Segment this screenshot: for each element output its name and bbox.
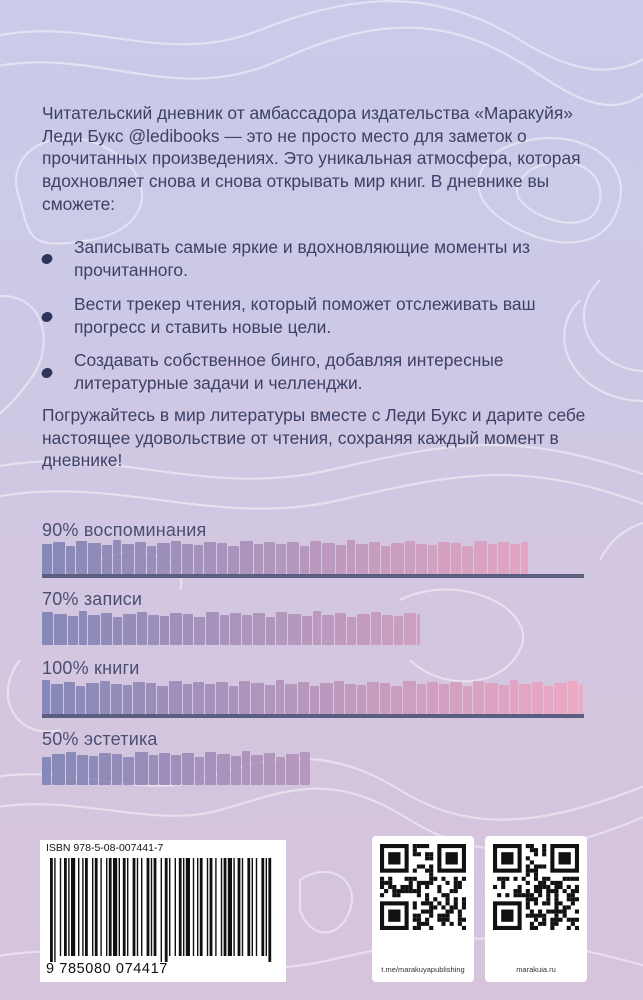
book-spine bbox=[450, 682, 462, 714]
book-spine bbox=[427, 682, 438, 714]
book-spine bbox=[137, 612, 147, 645]
book-spine bbox=[228, 546, 239, 574]
bullet-dot-icon bbox=[40, 310, 54, 324]
book-spine bbox=[322, 543, 335, 574]
book-spine bbox=[313, 611, 321, 645]
book-spine bbox=[194, 545, 203, 574]
book-spine bbox=[102, 545, 112, 574]
book-spine bbox=[391, 686, 402, 714]
book-spine bbox=[183, 684, 192, 714]
book-spine bbox=[276, 680, 284, 714]
book-spine bbox=[488, 544, 497, 574]
book-spine bbox=[113, 540, 121, 574]
book-spine bbox=[254, 544, 263, 574]
isbn-label: ISBN 978-5-08-007441-7 bbox=[46, 842, 164, 854]
book-spine bbox=[122, 544, 134, 574]
book-spine bbox=[123, 614, 136, 645]
book-spine bbox=[265, 685, 275, 714]
book-spine bbox=[276, 544, 286, 574]
qr-code-icon bbox=[493, 844, 579, 930]
book-spine bbox=[391, 543, 404, 574]
book-spine bbox=[438, 542, 450, 574]
book-spine bbox=[148, 615, 159, 645]
book-spine bbox=[66, 546, 75, 574]
book-spine bbox=[310, 541, 321, 574]
book-spine bbox=[510, 680, 518, 714]
book-spine bbox=[68, 616, 78, 645]
book-spine bbox=[266, 617, 275, 645]
book-spine bbox=[417, 614, 420, 645]
book-spine bbox=[42, 680, 50, 714]
book-spine bbox=[183, 614, 193, 645]
book-spine bbox=[159, 753, 170, 785]
book-spine bbox=[113, 617, 122, 645]
book-spine bbox=[157, 543, 170, 574]
book-spine bbox=[394, 616, 403, 645]
book-spine bbox=[417, 684, 426, 714]
book-spine bbox=[335, 613, 346, 645]
book-spine bbox=[239, 681, 250, 714]
book-spine bbox=[206, 612, 219, 645]
book-spine bbox=[544, 686, 553, 714]
book-spine bbox=[111, 684, 122, 714]
book-spine bbox=[264, 542, 275, 574]
shelf-label-aesthetics: 50% эстетика bbox=[42, 729, 158, 749]
book-spine bbox=[170, 613, 182, 645]
book-spine bbox=[462, 546, 473, 574]
book-spine bbox=[473, 681, 484, 714]
book-spine bbox=[146, 683, 156, 714]
bullet-item-1: Записывать самые яркие и вдохновляющие моменты из прочитанного. bbox=[74, 237, 530, 280]
intro-paragraph: Читательский дневник от амбассадора издательства «Маракуйя» Леди Букс @ledibooks — это не просто место для заметок о прочитанных произведениях. Это уникальная атмосфера, которая вдохновляет снова и снова открывать мир книг. В дневнике вы сможете: bbox=[42, 103, 581, 214]
book-spine bbox=[369, 542, 380, 574]
book-spine bbox=[381, 546, 390, 574]
outro-paragraph: Погружайтесь в мир литературы вместе с Леди Букс и дарите себе настоящее удовольствие от чтения, сохраняя каждый момент в дневнике! bbox=[42, 405, 586, 471]
book-spine bbox=[182, 544, 193, 574]
book-spine bbox=[76, 541, 87, 574]
book-spine bbox=[371, 612, 381, 645]
book-spine bbox=[439, 684, 449, 714]
book-spine bbox=[519, 684, 531, 714]
book-spine bbox=[52, 754, 65, 785]
isbn-barcode-block bbox=[40, 840, 286, 982]
book-spine bbox=[288, 614, 301, 645]
book-spine bbox=[149, 755, 158, 785]
book-spine bbox=[123, 757, 134, 785]
book-spine bbox=[99, 753, 111, 785]
shelf-label-memories: 90% воспоминания bbox=[42, 520, 207, 540]
book-spine bbox=[320, 683, 333, 714]
shelf-books-books bbox=[42, 680, 584, 714]
book-spine bbox=[302, 616, 312, 645]
book-spine bbox=[77, 755, 88, 785]
book-spine bbox=[157, 686, 168, 714]
book-spine bbox=[286, 754, 299, 785]
book-spine bbox=[42, 757, 51, 785]
book-spine bbox=[310, 686, 319, 714]
book-spine bbox=[521, 542, 528, 574]
book-spine bbox=[251, 755, 263, 785]
book-spine bbox=[300, 546, 309, 574]
book-spine bbox=[182, 753, 194, 785]
book-spine bbox=[345, 684, 356, 714]
book-spine bbox=[498, 542, 509, 574]
book-spine bbox=[532, 682, 543, 714]
book-spine bbox=[51, 684, 63, 714]
book-spine bbox=[217, 543, 227, 574]
book-spine bbox=[135, 752, 148, 785]
book-spine bbox=[251, 683, 264, 714]
book-spine bbox=[123, 685, 132, 714]
bullet-item-2: Вести трекер чтения, который поможет отслеживать ваш прогресс и ставить новые цели. bbox=[74, 294, 536, 337]
book-spine bbox=[242, 751, 250, 785]
book-spine bbox=[510, 544, 520, 574]
shelf-label-notes: 70% записи bbox=[42, 589, 143, 609]
book-spine bbox=[217, 754, 230, 785]
book-spine bbox=[101, 613, 112, 645]
book-spine bbox=[160, 616, 169, 645]
bullet-dot-icon bbox=[40, 366, 54, 380]
book-spine bbox=[76, 686, 85, 714]
isbn-digits: 9 785080 074417 bbox=[46, 961, 168, 977]
book-spine bbox=[322, 615, 334, 645]
book-spine bbox=[230, 613, 241, 645]
book-spine bbox=[276, 612, 287, 645]
book-spine bbox=[229, 686, 238, 714]
book-spine bbox=[194, 617, 205, 645]
book-spine bbox=[336, 545, 346, 574]
book-spine bbox=[403, 681, 416, 714]
book-spine bbox=[88, 615, 100, 645]
book-spine bbox=[171, 541, 181, 574]
book-spine bbox=[405, 541, 415, 574]
qr-caption-telegram: t.me/marakuyapublishing bbox=[381, 965, 465, 974]
book-spine bbox=[357, 685, 366, 714]
book-spine bbox=[147, 546, 156, 574]
book-spine bbox=[205, 752, 216, 785]
book-spine bbox=[54, 614, 67, 645]
book-spine bbox=[404, 613, 416, 645]
book-spine bbox=[204, 542, 216, 574]
book-spine bbox=[42, 612, 53, 645]
book-spine bbox=[64, 682, 75, 714]
shelf-base bbox=[42, 714, 584, 718]
book-spine bbox=[100, 681, 110, 714]
book-spine bbox=[380, 683, 390, 714]
barcode-icon bbox=[48, 858, 278, 962]
book-spine bbox=[276, 757, 285, 785]
book-spine bbox=[298, 682, 309, 714]
book-spine bbox=[171, 755, 181, 785]
shelf-books-notes bbox=[42, 611, 421, 645]
book-spine bbox=[357, 614, 370, 645]
book-spine bbox=[240, 541, 253, 574]
shelf-base bbox=[42, 574, 584, 578]
book-spine bbox=[79, 611, 87, 645]
book-spine bbox=[499, 685, 509, 714]
qr-code-icon bbox=[380, 844, 466, 930]
book-spine bbox=[474, 541, 487, 574]
book-spine bbox=[169, 681, 182, 714]
bullet-dot-icon bbox=[40, 252, 54, 266]
shelf-books-memories bbox=[42, 540, 530, 574]
book-spine bbox=[347, 617, 356, 645]
book-spine bbox=[89, 756, 98, 785]
book-spine bbox=[287, 542, 299, 574]
book-spine bbox=[88, 543, 101, 574]
book-spine bbox=[428, 545, 437, 574]
book-spine bbox=[334, 681, 344, 714]
book-spine bbox=[135, 542, 146, 574]
book-spine bbox=[285, 684, 297, 714]
book-spine bbox=[216, 682, 228, 714]
book-spine bbox=[253, 613, 265, 645]
book-spine bbox=[53, 542, 65, 574]
book-spine bbox=[300, 752, 310, 785]
qr-card-telegram[interactable] bbox=[372, 836, 474, 982]
book-spine bbox=[205, 684, 215, 714]
book-spine bbox=[463, 686, 472, 714]
book-spine bbox=[66, 752, 76, 785]
qr-card-website[interactable] bbox=[485, 836, 587, 982]
book-spine bbox=[242, 615, 252, 645]
book-spine bbox=[451, 543, 461, 574]
book-spine bbox=[112, 754, 122, 785]
book-spine bbox=[347, 540, 355, 574]
book-spine bbox=[416, 544, 427, 574]
book-spine bbox=[568, 681, 578, 714]
book-spine bbox=[382, 615, 393, 645]
book-spine bbox=[579, 684, 583, 714]
book-spine bbox=[42, 544, 52, 574]
book-spine bbox=[264, 753, 275, 785]
book-spine bbox=[554, 683, 567, 714]
book-spine bbox=[195, 757, 204, 785]
book-spine bbox=[86, 683, 99, 714]
shelf-books-aesthetics bbox=[42, 751, 313, 785]
book-spine bbox=[220, 615, 229, 645]
book-spine bbox=[485, 683, 498, 714]
bullet-item-3: Создавать собственное бинго, добавляя интересные литературные задачи и челленджи. bbox=[74, 350, 504, 393]
book-spine bbox=[367, 682, 379, 714]
shelf-label-books: 100% книги bbox=[42, 658, 140, 678]
book-spine bbox=[133, 682, 145, 714]
book-spine bbox=[193, 682, 204, 714]
qr-caption-website: marakuia.ru bbox=[516, 965, 556, 974]
book-spine bbox=[356, 544, 368, 574]
book-spine bbox=[231, 756, 241, 785]
